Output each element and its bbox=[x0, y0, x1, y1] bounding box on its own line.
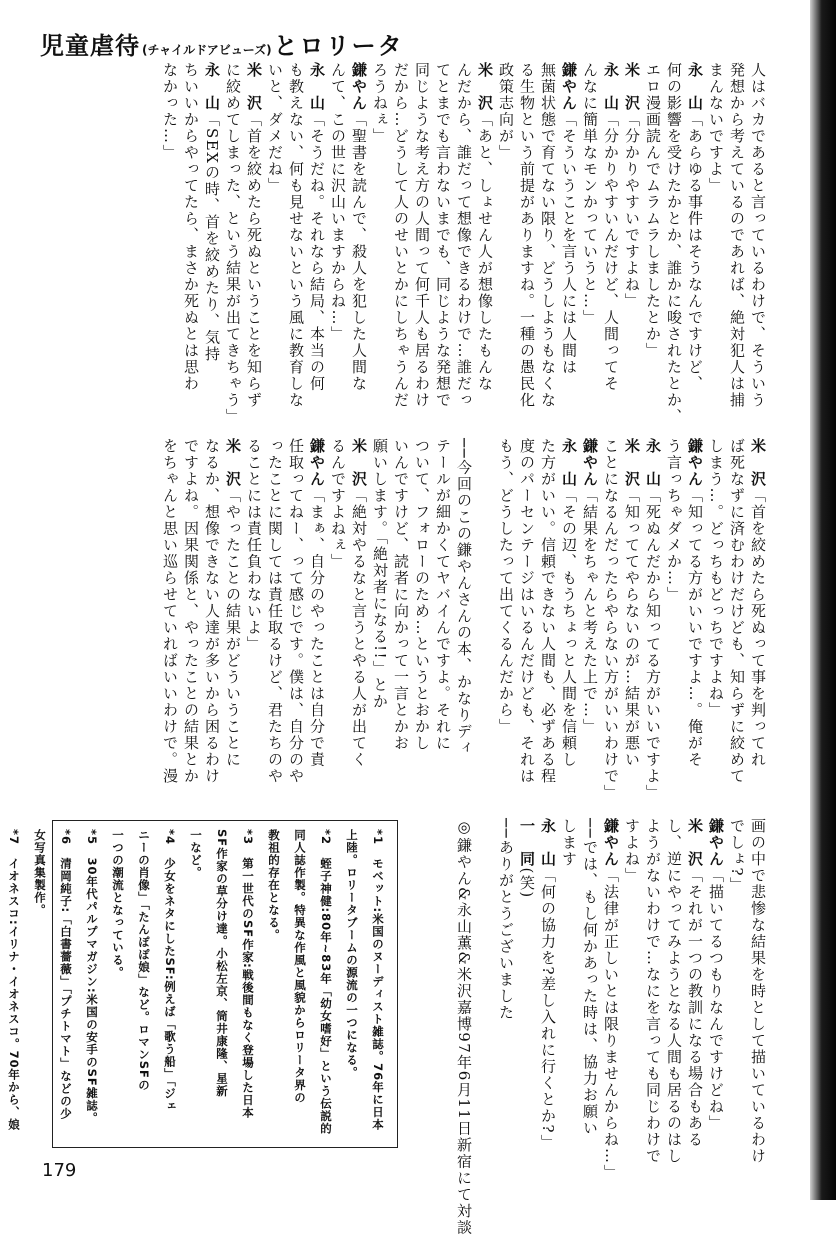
speech-text: なかった…」 bbox=[161, 62, 179, 161]
speaker-name: 永 山 bbox=[539, 818, 557, 868]
speech-text: 任取ってねー、って感じです。僕は、自分のや bbox=[287, 438, 305, 785]
text-column bbox=[726, 62, 747, 422]
text-column bbox=[747, 818, 768, 1165]
speech-text: でしょ?」 bbox=[728, 818, 746, 894]
footnote-line: 女写真集製作。 bbox=[33, 829, 47, 917]
speech-text: 願いします。「絶対者になる!!」とか bbox=[371, 438, 389, 710]
speech-text: ることには責任負わないよ」 bbox=[245, 438, 263, 653]
footnote-line: 同人誌作製。特異な作風と風貌からロリータ界の bbox=[293, 829, 307, 1104]
text-column bbox=[558, 62, 579, 422]
speech-text: し、逆にやってみようとなる人間も居るのはし bbox=[665, 818, 683, 1165]
speech-text: しまう…。どっちもどっちですよね」 bbox=[707, 438, 725, 719]
speech-text: んだから、誰だって想像できるわけで…誰だっ bbox=[455, 62, 473, 409]
speech-text: 「まぁ、自分のやったことは自分で責 bbox=[308, 487, 326, 768]
speech-text: 「分かりやすいですよね」 bbox=[623, 111, 641, 310]
speech-text: 「知っててやらないのが…結果が悪い bbox=[623, 487, 641, 768]
footnote-line: *2 蛭子神健:80年~83年「幼女嗜好」という伝説的 bbox=[319, 829, 333, 1135]
speech-text: ったことに関しては責任取るけど、君たちのや bbox=[266, 438, 284, 785]
footnote-line: *4 少女をネタにしたSF:例えば「歌う船」「ジェ bbox=[163, 829, 177, 1113]
speech-text: 「絶対やるなと言うとやる人が出てく bbox=[350, 487, 368, 768]
speech-text: ようがないわけで…なにを言っても同じわけで bbox=[644, 818, 662, 1165]
text-column bbox=[243, 62, 264, 422]
speech-text: 「聖書を読んで、殺人を犯した人間な bbox=[350, 111, 368, 392]
speech-text: 「何の協力を?差し入れに行くとか?」 bbox=[539, 867, 557, 1151]
text-column bbox=[621, 62, 642, 422]
text-column bbox=[621, 438, 642, 808]
text-column bbox=[579, 62, 600, 422]
speech-text: ◎鎌やん&永山薫&米沢嘉博97年6月11日新宿にて対談 bbox=[455, 818, 473, 1236]
speech-text: んなに簡単なモンかっていうと…」 bbox=[581, 62, 599, 326]
speaker-name: 永 山 bbox=[644, 438, 662, 488]
text-column bbox=[558, 438, 579, 808]
speech-text: 同じような考え方の人間って何千人も居るわけ bbox=[413, 62, 431, 409]
text-column bbox=[705, 438, 726, 808]
speaker-name: 永 山 bbox=[560, 438, 578, 488]
speaker-name: 鎌やん bbox=[308, 438, 326, 488]
speech-text: (笑) bbox=[518, 867, 536, 899]
speech-text: エロ漫画読んでムラムラしましたとか」 bbox=[644, 62, 662, 359]
text-column bbox=[705, 62, 726, 422]
speech-text: んて、この世に沢山いますからね…」 bbox=[329, 62, 347, 343]
speech-text: なるか、想像できない人達が多いから困るわけ bbox=[203, 438, 221, 785]
speech-text: ろうねぇ」 bbox=[371, 62, 389, 145]
speaker-name: 一 同 bbox=[518, 818, 536, 868]
speech-text: てとまでも言わないまでも、同じような発想で bbox=[434, 62, 452, 409]
speech-text: 画の中で悲惨な結果を時として描いているわけ bbox=[749, 818, 767, 1165]
text-column bbox=[306, 62, 327, 422]
text-column bbox=[600, 818, 621, 1181]
text-column bbox=[159, 62, 180, 422]
text-column bbox=[642, 62, 663, 422]
speaker-name: 鎌やん bbox=[350, 62, 368, 112]
text-column bbox=[516, 438, 537, 808]
text-column bbox=[327, 62, 348, 422]
text-column bbox=[516, 62, 537, 422]
text-column bbox=[684, 62, 705, 422]
speech-text: もう、どうしたって出てくるんだから」 bbox=[497, 438, 515, 735]
speech-text: 「その辺、もうちょっと人間を信頼し bbox=[560, 487, 578, 768]
text-column bbox=[432, 62, 453, 422]
text-column bbox=[579, 818, 600, 1148]
footnote-line: *7 イオネスコ:イリナ・イオネスコ。70年から、娘 bbox=[7, 829, 21, 1132]
speech-text: 「やったことの結果がどういうことに bbox=[224, 487, 242, 768]
text-column bbox=[264, 438, 285, 808]
speech-text bbox=[476, 818, 494, 835]
speaker-name: 米 沢 bbox=[623, 62, 641, 112]
speech-text: します bbox=[560, 818, 578, 868]
speech-text: う言っちゃダメか…」 bbox=[665, 438, 683, 603]
speaker-name: 永 山 bbox=[203, 62, 221, 112]
speaker-name: 米 沢 bbox=[686, 818, 704, 868]
text-column bbox=[243, 438, 264, 808]
dialogue-block-top bbox=[42, 62, 768, 425]
text-column bbox=[495, 438, 516, 808]
text-column bbox=[411, 62, 432, 422]
text-column bbox=[222, 438, 243, 808]
text-column bbox=[684, 818, 705, 1148]
speaker-name: 鎌やん bbox=[560, 62, 578, 112]
speech-text: ば死なずに済むわけだけども、知らずに絞めて bbox=[728, 438, 746, 785]
text-column bbox=[747, 438, 768, 808]
text-column bbox=[285, 438, 306, 808]
text-column bbox=[432, 438, 453, 808]
speech-text: ちいいからやってたら、まさか死ぬとは思わ bbox=[182, 62, 200, 392]
speech-text: る生物という前提がありますね。一種の愚民化 bbox=[518, 62, 536, 409]
text-column bbox=[306, 438, 327, 808]
text-column bbox=[453, 818, 474, 1236]
footnote-line: 教祖的存在となる。 bbox=[267, 829, 281, 942]
speaker-name: 鎌やん bbox=[581, 438, 599, 488]
footnote-line: SF作家の草分け達。小松左京、筒井康隆、星新 bbox=[215, 829, 229, 1098]
text-column bbox=[390, 438, 411, 808]
footnote-line: 一など。 bbox=[189, 829, 203, 879]
speech-text: 「結果をちゃんと考えた上で…」 bbox=[581, 487, 599, 735]
text-column bbox=[663, 62, 684, 425]
speech-text: ──今回のこの鎌やんさんの本、かなりディ bbox=[455, 438, 473, 757]
text-column bbox=[747, 62, 768, 422]
text-column bbox=[537, 438, 558, 808]
speech-text: 「首を絞めたら死ぬって事を判ってれ bbox=[749, 487, 767, 768]
text-column bbox=[453, 62, 474, 422]
speech-text: ──ありがとうございました bbox=[497, 818, 515, 1021]
speaker-name: 米 沢 bbox=[224, 438, 242, 488]
speech-text: 「描いてるつもりなんですけどね」 bbox=[707, 867, 725, 1132]
text-column bbox=[453, 438, 474, 808]
speech-text: 「SEXの時、首を絞めたり、気持 bbox=[203, 111, 221, 363]
footnote-line: *1 モベット:米国のヌーディスト雑誌。76年に日本 bbox=[371, 829, 385, 1132]
text-column bbox=[621, 818, 642, 1148]
speech-text: るんですよねぇ」 bbox=[329, 438, 347, 570]
speaker-name: 鎌やん bbox=[686, 438, 704, 488]
text-column bbox=[663, 438, 684, 808]
speech-text: 度のパーセンテージはいるんだけども、それは bbox=[518, 438, 536, 785]
speech-text: だから…どうして人のせいとかにしちゃうんだ bbox=[392, 62, 410, 409]
dialogue-block-middle bbox=[42, 438, 768, 808]
text-column bbox=[642, 438, 663, 808]
text-column bbox=[159, 438, 180, 808]
text-column bbox=[537, 62, 558, 422]
text-column bbox=[348, 438, 369, 808]
speech-text: 無菌状態で育てない限り、どうしようもなくな bbox=[539, 62, 557, 409]
text-column bbox=[369, 438, 390, 808]
speech-text: 人はバカであると言っているわけで、そういう bbox=[749, 62, 767, 409]
speech-text: まんないですよ」 bbox=[707, 62, 725, 194]
speech-text: 「それが一つの教訓になる場合もある bbox=[686, 867, 704, 1148]
speech-text: 何の影響を受けたかとか、誰かに唆されたとか、 bbox=[665, 62, 683, 425]
title-tail: とロリータ bbox=[273, 32, 404, 60]
text-column bbox=[264, 62, 285, 422]
text-column bbox=[558, 818, 579, 1148]
text-column bbox=[495, 62, 516, 422]
text-column bbox=[600, 438, 621, 808]
text-column bbox=[222, 62, 243, 425]
speaker-name: 永 山 bbox=[686, 62, 704, 112]
text-column bbox=[684, 438, 705, 808]
speech-text: 「死ぬんだから知ってる方がいいですよ」 bbox=[644, 487, 662, 801]
text-column bbox=[579, 438, 600, 808]
speech-text: いんですけど、読者に向かって一言とかお bbox=[392, 438, 410, 752]
speech-text: テールが細かくてヤバイんですよ。それに bbox=[434, 438, 452, 752]
text-column bbox=[285, 62, 306, 422]
text-column bbox=[474, 818, 495, 1148]
footnote-line: 一つの潮流となっている。 bbox=[111, 829, 125, 979]
footnote-line: 上陸。ロリータブームの源流の一つになる。 bbox=[345, 829, 359, 1079]
speech-text: 「法律が正しいとは限りませんからね…」 bbox=[602, 867, 620, 1181]
text-column bbox=[474, 62, 495, 422]
text-column bbox=[327, 438, 348, 808]
text-column bbox=[180, 438, 201, 808]
footnote-line: *5 30年代パルプマガジン:米国の安手のSF雑誌。 bbox=[85, 829, 99, 1125]
text-column bbox=[411, 438, 432, 808]
speaker-name: 米 沢 bbox=[245, 62, 263, 112]
speaker-name: 永 山 bbox=[308, 62, 326, 112]
page-edge-shadow bbox=[810, 0, 836, 1200]
speaker-name: 米 沢 bbox=[350, 438, 368, 488]
text-column bbox=[642, 818, 663, 1165]
footnote-line: ニーの肖像」「たんぽぽ娘」など。ロマンSFの bbox=[137, 829, 151, 1092]
text-column bbox=[663, 818, 684, 1165]
speech-text: 「知ってる方がいいですよ…。俺がそ bbox=[686, 487, 704, 768]
text-column bbox=[180, 62, 201, 422]
text-column bbox=[201, 62, 222, 422]
speech-text: ついて、フォローのため…というとおかし bbox=[413, 438, 431, 752]
text-column bbox=[516, 818, 537, 1148]
speech-text: 「分かりやすいんだけど、人間ってそ bbox=[602, 111, 620, 392]
speaker-name: 米 沢 bbox=[623, 438, 641, 488]
text-column bbox=[390, 62, 411, 422]
speech-text: た方がいい。信頼できない人間も、必ずある程 bbox=[539, 438, 557, 785]
speech-text: すよね」 bbox=[623, 818, 641, 884]
text-column bbox=[537, 818, 558, 1151]
speech-text: ですよね。因果関係と、やったことの結果とか bbox=[182, 438, 200, 785]
speech-text: 「あと、しょせん人が想像したもんな bbox=[476, 111, 494, 392]
speaker-name: 永 山 bbox=[602, 62, 620, 112]
speech-text: ことになるんだったらやらない方がいいわけで」 bbox=[602, 438, 620, 801]
text-column bbox=[600, 62, 621, 422]
speaker-name: 鎌やん bbox=[602, 818, 620, 868]
text-column bbox=[369, 62, 390, 422]
text-column bbox=[705, 818, 726, 1148]
speech-text: いと、ダメだね」 bbox=[266, 62, 284, 194]
speech-text: 政策志向が」 bbox=[497, 62, 515, 161]
title-main: 児童虐待 bbox=[40, 32, 140, 60]
title-reading: (チャイルドアビューズ) bbox=[142, 43, 272, 57]
speech-text: 発想から考えているのであれば、絶対犯人は捕 bbox=[728, 62, 746, 409]
speech-text: に絞めてしまった、という結果が出てきちゃう」 bbox=[224, 62, 242, 425]
speaker-name: 米 沢 bbox=[476, 62, 494, 112]
text-column bbox=[495, 818, 516, 1148]
speaker-name: 米 沢 bbox=[749, 438, 767, 488]
text-column bbox=[726, 818, 747, 1148]
speech-text: 「そうだね。それなら結局、本当の何 bbox=[308, 111, 326, 392]
speech-text bbox=[476, 438, 494, 455]
text-column bbox=[201, 438, 222, 808]
text-column bbox=[474, 438, 495, 808]
speech-text: 「そういうことを言う人には人間は bbox=[560, 111, 578, 376]
text-column bbox=[348, 62, 369, 422]
text-column bbox=[726, 438, 747, 808]
dialogue-block-bottom bbox=[418, 818, 768, 1236]
speech-text: も教えない、何も見せないという風に教育しな bbox=[287, 62, 305, 409]
footnotes-box bbox=[7, 820, 398, 1148]
speech-text: 「首を絞めたら死ぬということを知らず bbox=[245, 111, 263, 409]
speaker-name: 鎌やん bbox=[707, 818, 725, 868]
speech-text: ──では、もし何かあった時は、協力お願い bbox=[581, 818, 599, 1137]
footnote-line: *6 清岡純子:「白書薔薇」「プチトマト」などの少 bbox=[59, 829, 73, 1120]
footnote-line: *3 第一世代のSF作家:戦後間もなく登場した日本 bbox=[241, 829, 255, 1119]
speech-text: 「あらゆる事件はそうなんですけど、 bbox=[686, 111, 704, 392]
speech-text: をちゃんと思い巡らせていればいいわけで。漫 bbox=[161, 438, 179, 785]
page-number: 179 bbox=[42, 1160, 77, 1181]
